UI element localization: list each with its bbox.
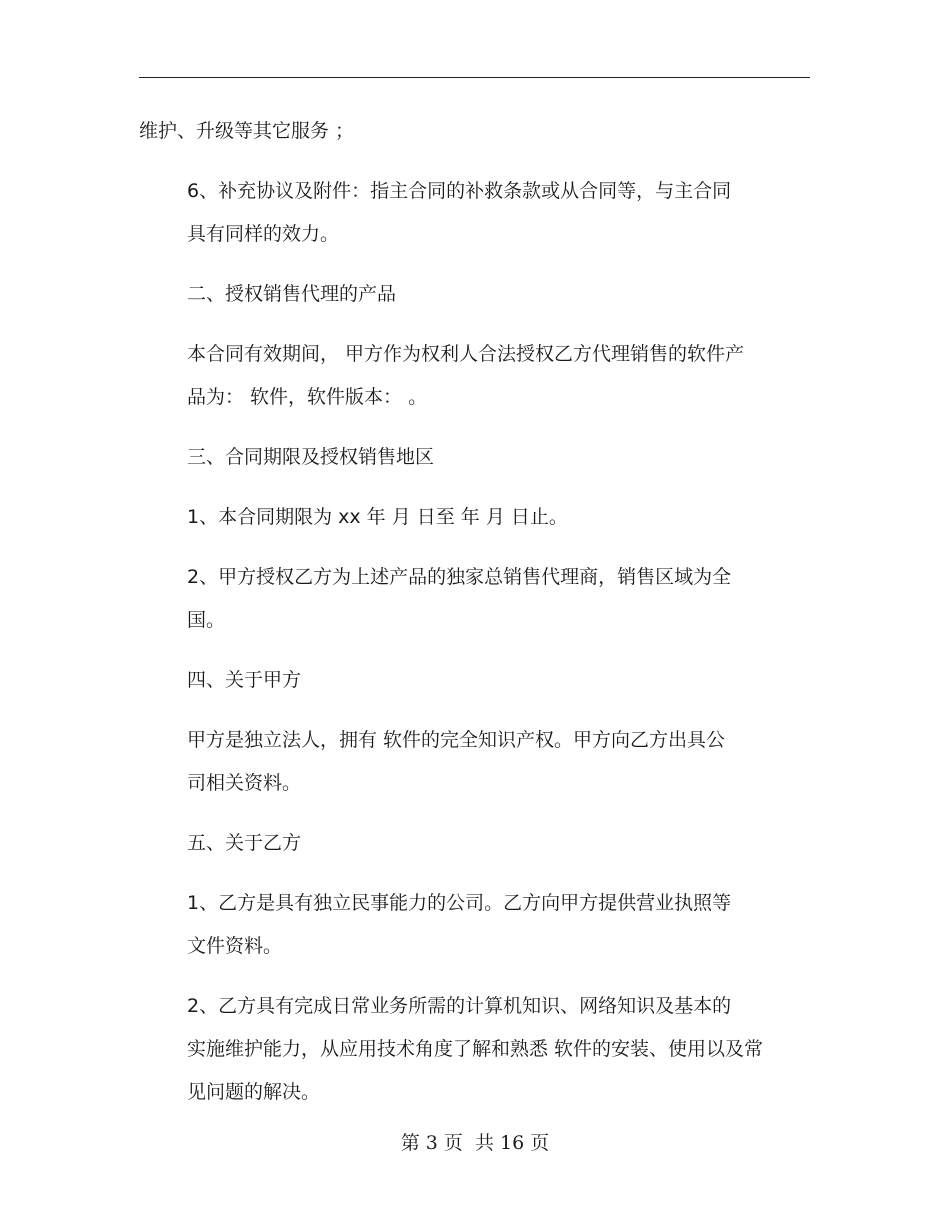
body-paragraph — [139, 170, 779, 256]
section-heading — [139, 436, 779, 479]
paragraph-line: 文件资料。 — [187, 935, 283, 957]
body-paragraph — [139, 110, 779, 153]
header-rule — [139, 77, 810, 78]
section-heading — [139, 822, 779, 865]
paragraph-line: 五、关于乙方 — [187, 832, 302, 854]
body-paragraph — [139, 719, 779, 805]
paragraph-line: 本合同有效期间， 甲方作为权利人合法授权乙方代理销售的软件产 — [187, 343, 745, 365]
paragraph-line: 维护、升级等其它服务 ； — [139, 120, 355, 142]
body-paragraph — [139, 882, 779, 968]
paragraph-line: 品为： 软件，软件版本： 。 — [187, 386, 428, 408]
body-paragraph — [139, 985, 779, 1114]
paragraph-line: 2、乙方具有完成日常业务所需的计算机知识、网络知识及基本的 — [187, 995, 732, 1017]
footer-page-number: 3 — [425, 1132, 438, 1154]
paragraph-line: 1、本合同期限为 xx 年 月 日至 年 月 日止。 — [187, 506, 568, 528]
document-body — [139, 110, 779, 1131]
paragraph-line: 国。 — [187, 609, 226, 631]
paragraph-line: 6、补充协议及附件：指主合同的补救条款或从合同等，与主合同 — [187, 180, 732, 202]
paragraph-line: 实施维护能力，从应用技术角度了解和熟悉 软件的安装、使用以及常 — [187, 1038, 764, 1060]
footer-mid: 页 共 — [443, 1132, 494, 1154]
section-heading — [139, 659, 779, 702]
paragraph-line: 二、授权销售代理的产品 — [187, 283, 397, 305]
paragraph-line: 四、关于甲方 — [187, 669, 302, 691]
footer-suffix: 页 — [530, 1132, 550, 1154]
paragraph-line: 甲方是独立法人，拥有 软件的完全知识产权。甲方向乙方出具公 — [187, 729, 726, 751]
body-paragraph — [139, 496, 779, 539]
page-footer — [0, 1128, 950, 1155]
body-paragraph — [139, 333, 779, 419]
paragraph-line: 1、乙方是具有独立民事能力的公司。乙方向甲方提供营业执照等 — [187, 892, 732, 914]
paragraph-line: 见问题的解决。 — [187, 1081, 321, 1103]
body-paragraph — [139, 556, 779, 642]
section-heading — [139, 273, 779, 316]
footer-total-pages: 16 — [500, 1132, 525, 1154]
paragraph-line: 司相关资料。 — [187, 772, 302, 794]
footer-prefix: 第 — [400, 1132, 420, 1154]
paragraph-line: 三、合同期限及授权销售地区 — [187, 446, 435, 468]
paragraph-line: 2、甲方授权乙方为上述产品的独家总销售代理商，销售区域为全 — [187, 566, 732, 588]
paragraph-line: 具有同样的效力。 — [187, 223, 340, 245]
